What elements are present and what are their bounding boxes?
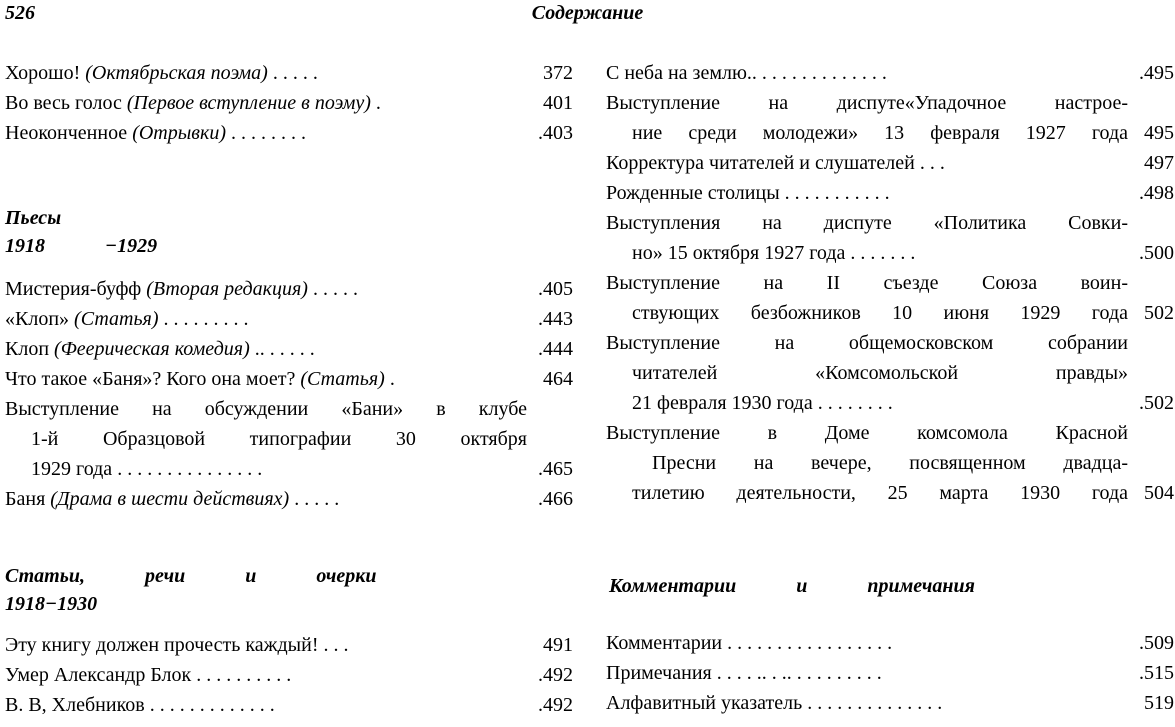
page-ref: .498: [1139, 182, 1174, 204]
toc-entry[interactable]: Мистерия-буфф (Вторая редакция) . . . . . .405: [5, 274, 573, 304]
page-ref: 519: [1144, 692, 1174, 714]
toc-entry[interactable]: Что такое «Баня»? Кого она моет? (Статья) . 464: [5, 364, 573, 394]
page-ref: 401: [543, 92, 573, 114]
toc-entry[interactable]: Клоп (Феерическая комедия) .. . . . . . .444: [5, 334, 573, 364]
toc-entry[interactable]: Умер Александр Блок . . . . . . . . . . .492: [5, 660, 573, 690]
page-ref: .502: [1139, 392, 1174, 414]
left-column: [5, 58, 573, 720]
toc-entry[interactable]: С неба на землю.. . . . . . . . . . . . . . .495: [606, 58, 1174, 88]
toc-entry[interactable]: Примечания . . . . .. . .. . . . . . . . . . .515: [606, 658, 1174, 688]
page-ref: 502: [1144, 302, 1174, 324]
page-ref: .444: [538, 338, 573, 360]
page-ref: 504: [1144, 482, 1174, 504]
toc-entry[interactable]: Комментарии . . . . . . . . . . . . . . . . . .509: [606, 628, 1174, 658]
toc-entry[interactable]: Выступления на диспуте «Политика Совки- но» 15 октября 1927 года . . . . . . . .500: [606, 208, 1174, 268]
page-ref: .500: [1139, 242, 1174, 264]
toc-entry[interactable]: «Клоп» (Статья) . . . . . . . . . .443: [5, 304, 573, 334]
page-ref: 372: [543, 62, 573, 84]
page-ref: .509: [1139, 632, 1174, 654]
page-ref: .465: [538, 458, 573, 480]
section-heading-plays: Пьесы: [5, 207, 62, 229]
section-heading-commentary: Комментарии и примечания: [609, 575, 975, 597]
section-years-plays: 1918 −1929: [5, 235, 158, 257]
toc-entry[interactable]: Алфавитный указатель . . . . . . . . . . . . . . 519: [606, 688, 1174, 718]
toc-entry[interactable]: Баня (Драма в шести действиях) . . . . . .466: [5, 484, 573, 514]
section-heading-articles: Статьи, речи и очерки: [5, 565, 377, 587]
right-column: [606, 58, 1174, 718]
toc-entry[interactable]: Эту книгу должен прочесть каждый! . . . 491: [5, 630, 573, 660]
toc-entry[interactable]: Корректура читателей и слушателей . . . 497: [606, 148, 1174, 178]
page-number: 526: [5, 2, 35, 24]
toc-entry[interactable]: Выступление на II съезде Союза воин- ствующих безбожников 10 июня 1929 года 502: [606, 268, 1174, 328]
toc-entry[interactable]: В. В, Хлебников . . . . . . . . . . . . . .492: [5, 690, 573, 720]
toc-entry[interactable]: Выступление на общемосковском собрании читателей «Комсомольской правды» 21 февраля 1930 года . . . . . . . . .502: [606, 328, 1174, 418]
page-ref: 495: [1144, 122, 1174, 144]
page-ref: .443: [538, 308, 573, 330]
page-ref: .515: [1139, 662, 1174, 684]
running-title: Содержание: [531, 2, 644, 24]
page-ref: .495: [1139, 62, 1174, 84]
toc-entry[interactable]: Во весь голос (Первое вступление в поэму) . 401: [5, 88, 573, 118]
page-ref: 464: [543, 368, 573, 390]
section-years-articles: 1918−1930: [5, 593, 98, 615]
page-ref: .492: [538, 664, 573, 686]
page-ref: .492: [538, 694, 573, 716]
toc-entry[interactable]: Выступление на диспуте«Упадочное настрое- ние среди молодежи» 13 февраля 1927 года 495: [606, 88, 1174, 148]
toc-entry[interactable]: Рожденные столицы . . . . . . . . . . . .498: [606, 178, 1174, 208]
page-ref: .466: [538, 488, 573, 510]
toc-entry[interactable]: Неоконченное (Отрывки) . . . . . . . . .403: [5, 118, 573, 148]
toc-entry[interactable]: Выступление на обсуждении «Бани» в клубе 1-й Образцовой типографии 30 октября 1929 года . . . . . . . . . . . . . . . .465: [5, 394, 573, 484]
toc-entry[interactable]: Хорошо! (Октябрьская поэма) . . . . . 372: [5, 58, 573, 88]
page-ref: .405: [538, 278, 573, 300]
page-ref: 497: [1144, 152, 1174, 174]
page-ref: .403: [538, 122, 573, 144]
page-ref: 491: [543, 634, 573, 656]
toc-entry[interactable]: Выступление в Доме комсомола Красной Пресни на вечере, посвященном двадца- тилетию деятельности, 25 марта 1930 года 504: [606, 418, 1174, 508]
